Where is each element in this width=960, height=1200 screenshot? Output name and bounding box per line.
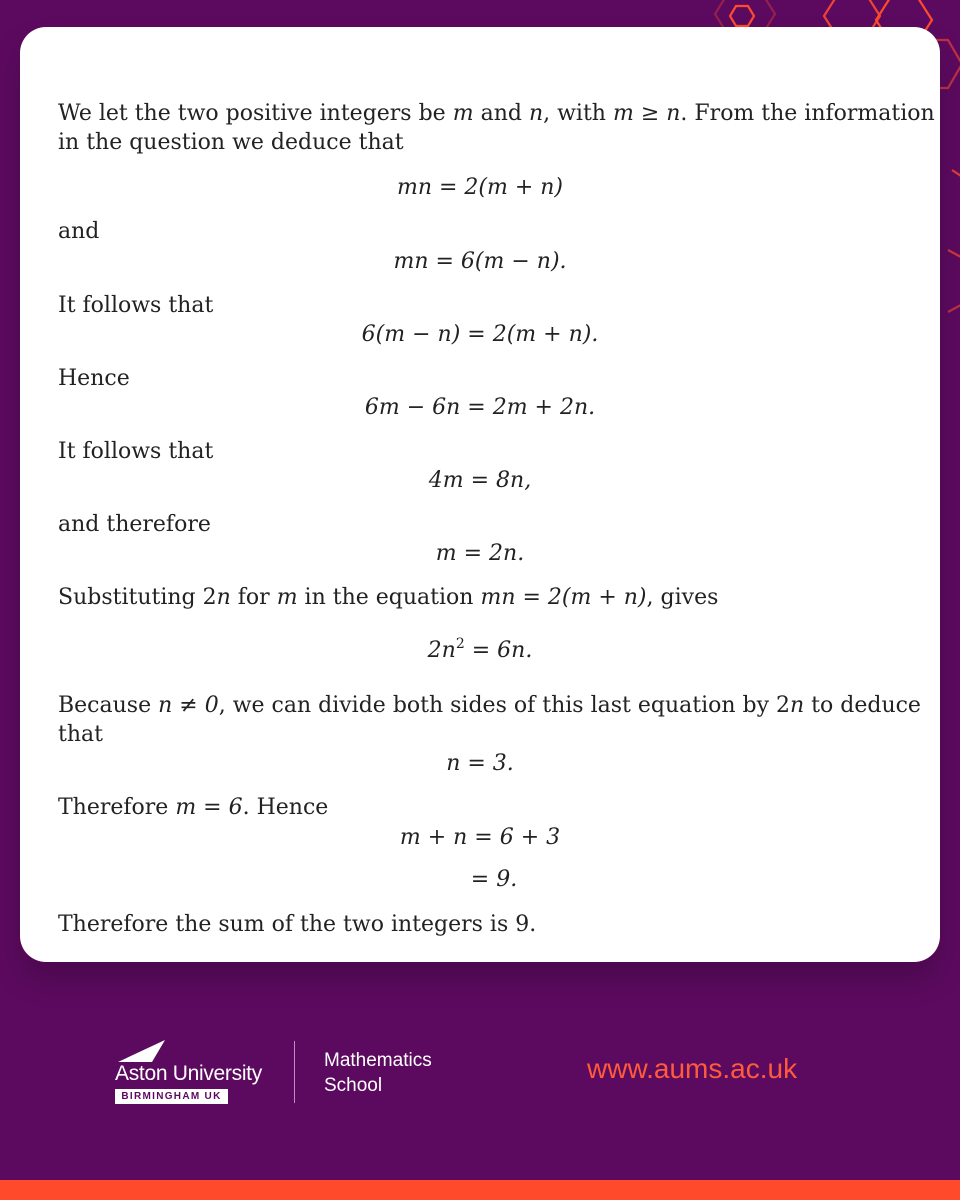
substitution-line: Substituting 2n for m in the equation mn = 2(m + n), gives bbox=[58, 585, 719, 610]
school-name bbox=[324, 1048, 432, 1098]
equation-1: mn = 2(m + n) bbox=[396, 175, 564, 200]
conclusion-text: Therefore the sum of the two integers is 9. bbox=[58, 912, 537, 937]
equation-10: = 9. bbox=[470, 867, 518, 892]
intro-line-1: We let the two positive integers be m and n, with m ≥ n. From the information bbox=[58, 101, 935, 126]
website-link[interactable]: www.aums.ac.uk bbox=[587, 1053, 798, 1084]
follows-text-1: It follows that bbox=[58, 293, 214, 318]
bottom-accent-strip bbox=[0, 1180, 960, 1200]
equation-2: mn = 6(m − n). bbox=[393, 249, 567, 274]
equation-9: m + n = 6 + 3 bbox=[399, 825, 561, 850]
hence-text: Hence bbox=[58, 366, 130, 391]
equation-6: m = 2n. bbox=[435, 541, 525, 566]
follows-text-2: It follows that bbox=[58, 439, 214, 464]
school-line-1: Mathematics bbox=[324, 1050, 432, 1071]
university-name: Aston University bbox=[115, 1062, 262, 1085]
solution-card bbox=[20, 27, 940, 962]
and-text: and bbox=[58, 219, 100, 244]
equation-5: 4m = 8n, bbox=[428, 468, 532, 493]
therefore-line: Therefore m = 6. Hence bbox=[58, 795, 329, 820]
school-line-2: School bbox=[324, 1075, 383, 1096]
equation-7: $2n^2 = 6n$. bbox=[427, 636, 533, 663]
equation-8: n = 3. bbox=[446, 751, 514, 776]
location-badge: BIRMINGHAM UK bbox=[115, 1089, 228, 1104]
because-line-1: Because n ≠ 0, we can divide both sides of this last equation by 2n to deduce bbox=[58, 693, 921, 718]
intro-line-2: in the question we deduce that bbox=[58, 130, 404, 155]
footer-divider bbox=[294, 1041, 295, 1103]
equation-4: 6m − 6n = 2m + 2n. bbox=[364, 395, 596, 420]
because-line-2: that bbox=[58, 722, 103, 747]
and-therefore-text: and therefore bbox=[58, 512, 211, 537]
equation-3: 6(m − n) = 2(m + n). bbox=[361, 322, 599, 347]
